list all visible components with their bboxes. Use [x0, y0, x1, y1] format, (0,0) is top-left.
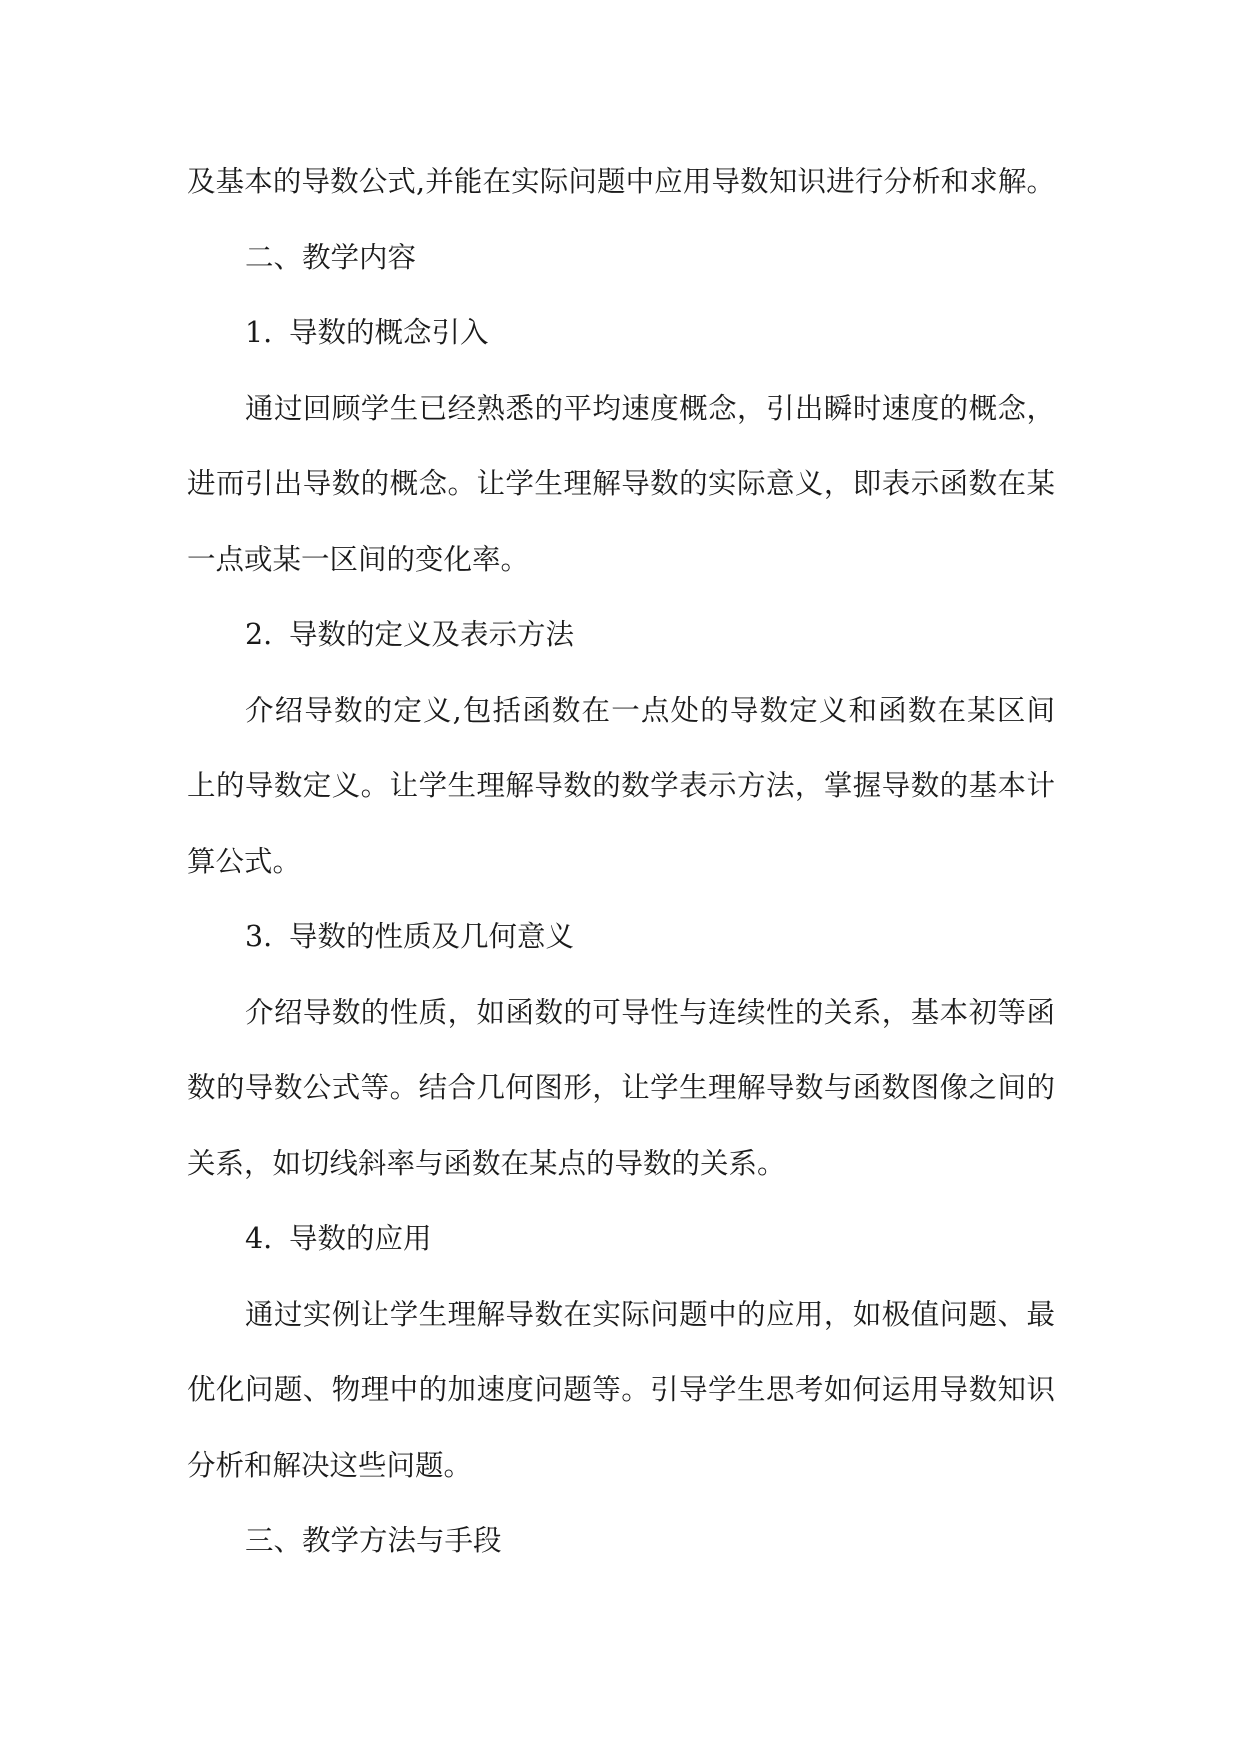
subheading-text: 导数的性质及几何意义: [289, 920, 575, 953]
subheading-text: 导数的概念引入: [289, 316, 489, 349]
paragraph-line: 进而引出导数的概念。让学生理解导数的实际意义，即表示函数在某: [187, 467, 1055, 500]
section-heading-content: 二、教学内容: [245, 240, 417, 274]
paragraph-line: 一点或某一区间的变化率。: [187, 542, 530, 576]
paragraph-line: 及基本的导数公式,并能在实际问题中应用导数知识进行分析和求解。: [187, 165, 1055, 198]
item-number: 3.: [245, 920, 273, 953]
subheading-concept: [187, 295, 1055, 371]
document-body: [187, 144, 1055, 1579]
paragraph-line: 优化问题、物理中的加速度问题等。引导学生思考如何运用导数知识: [187, 1373, 1055, 1406]
paragraph-line: 上的导数定义。让学生理解导数的数学表示方法，掌握导数的基本计: [187, 769, 1055, 802]
paragraph-line: 通过实例让学生理解导数在实际问题中的应用，如极值问题、最: [245, 1297, 1055, 1331]
paragraph-line: 算公式。: [187, 844, 302, 878]
subheading-text: 导数的应用: [289, 1222, 432, 1255]
subheading-applications: [187, 1201, 1055, 1277]
paragraph-line: 通过回顾学生已经熟悉的平均速度概念，引出瞬时速度的概念，: [245, 391, 1055, 425]
subheading-text: 导数的定义及表示方法: [289, 618, 575, 651]
item-number: 2.: [245, 618, 273, 651]
paragraph-line: 数的导数公式等。结合几何图形，让学生理解导数与函数图像之间的: [187, 1071, 1055, 1104]
section-heading-methods: 三、教学方法与手段: [245, 1524, 502, 1557]
item-number: 4.: [245, 1222, 273, 1255]
paragraph-line: 关系，如切线斜率与函数在某点的导数的关系。: [187, 1146, 786, 1180]
subheading-definition: [187, 597, 1055, 673]
subheading-properties: [187, 899, 1055, 975]
paragraph-line: 介绍导数的性质，如函数的可导性与连续性的关系，基本初等函: [245, 995, 1055, 1029]
paragraph-line: 分析和解决这些问题。: [187, 1448, 473, 1482]
item-number: 1.: [245, 316, 273, 349]
paragraph-line: 介绍导数的定义,包括函数在一点处的导数定义和函数在某区间: [245, 693, 1055, 727]
